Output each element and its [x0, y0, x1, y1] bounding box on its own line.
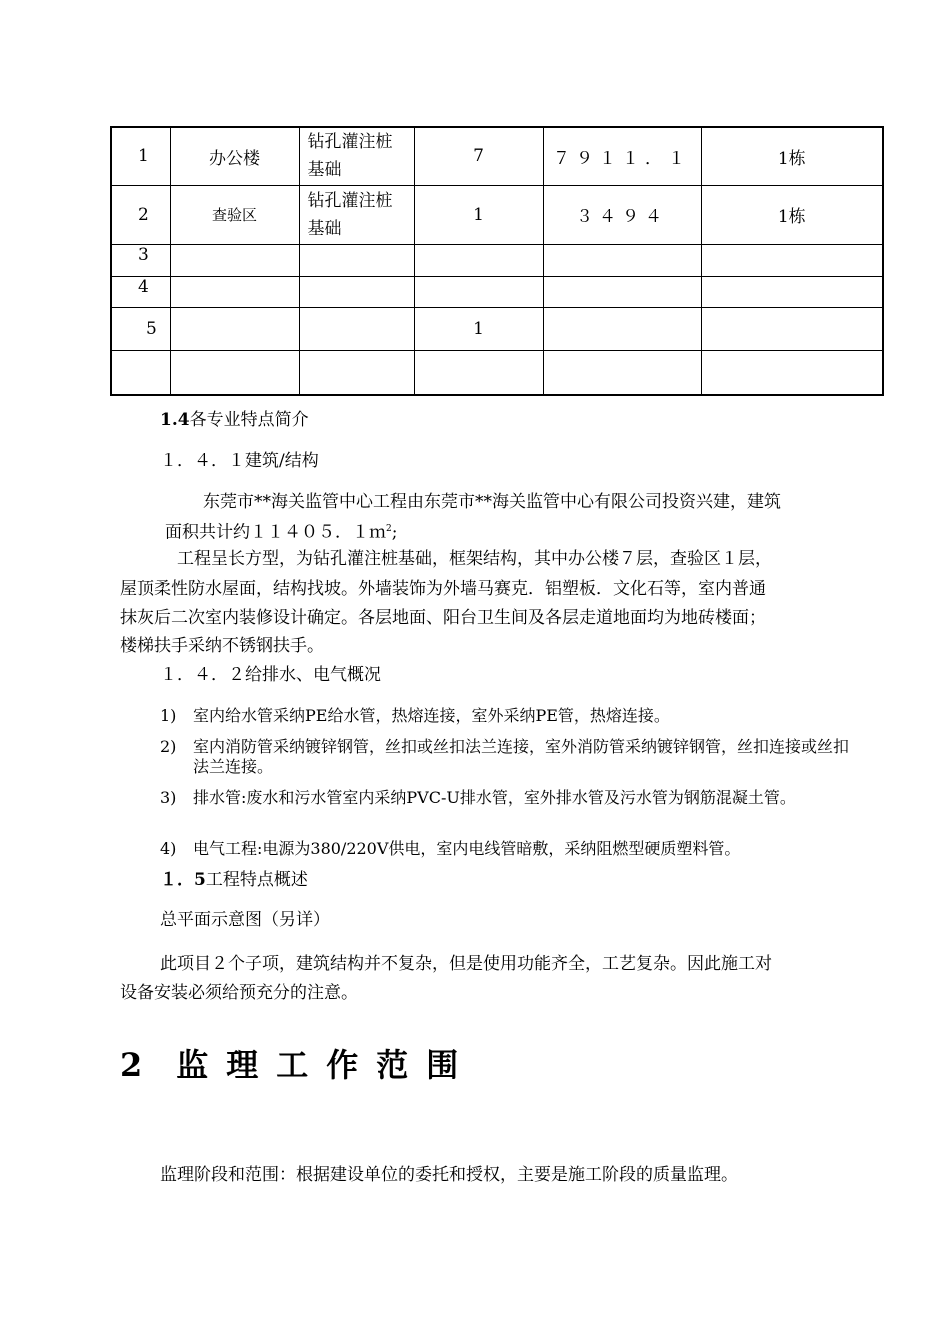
paragraph-line: 东莞市**海关监管中心工程由东莞市**海关监管中心有限公司投资兴建，建筑: [203, 492, 781, 512]
cell-no: 3: [111, 244, 170, 276]
cell-name: 办公楼: [170, 127, 299, 185]
subsection-heading-1-4-1: １．４．１建筑/结构: [160, 451, 319, 471]
cell-no: 2: [111, 185, 170, 244]
table-row: [111, 244, 883, 276]
section-heading-1-4: [160, 406, 309, 435]
paragraph-line: 楼梯扶手采纳不锈钢扶手。: [120, 636, 324, 656]
section-number: １．5: [160, 870, 206, 890]
table-row: [111, 276, 883, 307]
table-row: [111, 185, 883, 244]
list-text: 排水管:废水和污水管室内采纳PVC-U排水管，室外排水管及污水管为钢筋混凝土管。: [193, 788, 796, 807]
list-marker: 1): [160, 706, 177, 725]
table-row: [111, 127, 883, 185]
section-title: 各专业特点简介: [189, 410, 309, 430]
cell-floors: 1: [414, 307, 543, 350]
subsection-heading-1-4-2: １．４．２给排水、电气概况: [160, 665, 381, 685]
cell-count: 1栋: [701, 185, 883, 244]
table-row: [111, 307, 883, 350]
cell-area: [543, 350, 701, 395]
paragraph-line: 工程呈长方型，为钻孔灌注桩基础，框架结构，其中办公楼７层，查验区１层，: [177, 549, 772, 569]
cell-name: [170, 307, 299, 350]
section-number: 1.4: [160, 410, 190, 430]
list-text: 室内消防管采纳镀锌钢管，丝扣或丝扣法兰连接，室外消防管采纳镀锌钢管，丝扣连接或丝扣法兰连接。: [193, 737, 850, 776]
site-plan-note: 总平面示意图（另详）: [160, 910, 330, 930]
cell-no: 4: [111, 276, 170, 307]
cell-floors: 7: [414, 127, 543, 185]
cell-area: ７９１１．１: [543, 127, 701, 185]
paragraph-line: 面积共计约１１４０５．１ｍ$^2$;: [165, 522, 398, 543]
list-marker: 3): [160, 788, 177, 807]
paragraph-line: 抹灰后二次室内装修设计确定。各层地面、阳台卫生间及各层走道地面均为地砖楼面；: [120, 608, 766, 628]
cell-area: [543, 244, 701, 276]
paragraph-line: 屋顶柔性防水屋面，结构找坡。外墙装饰为外墙马赛克．铝塑板．文化石等，室内普通: [120, 579, 766, 599]
cell-floors: 1: [414, 185, 543, 244]
table-row: [111, 350, 883, 395]
cell-count: [701, 244, 883, 276]
section-heading-1-5: [160, 866, 308, 895]
list-marker: 2): [160, 737, 177, 756]
cell-count: [701, 307, 883, 350]
project-table: [110, 126, 884, 396]
list-marker: 4): [160, 839, 177, 858]
cell-floors: [414, 244, 543, 276]
cell-area: [543, 307, 701, 350]
cell-area: ３４９４: [543, 185, 701, 244]
cell-floors: [414, 350, 543, 395]
list-text: 室内给水管采纳PE给水管，热熔连接，室外采纳PE管，热熔连接。: [193, 706, 670, 725]
cell-no: 1: [111, 127, 170, 185]
chapter-title: 监理工作范围: [176, 1046, 477, 1084]
cell-area: [543, 276, 701, 307]
cell-no: 5: [111, 307, 170, 350]
cell-type: 钻孔灌注桩 基础: [299, 127, 414, 185]
cell-type: [299, 350, 414, 395]
cell-count: [701, 276, 883, 307]
paragraph-line: 设备安装必须给预充分的注意。: [120, 983, 358, 1003]
list-text: 电气工程:电源为380/220V供电，室内电线管暗敷，采纳阻燃型硬质塑料管。: [193, 839, 741, 858]
cell-name: 查验区: [170, 185, 299, 244]
cell-type: [299, 244, 414, 276]
section-title: 工程特点概述: [205, 870, 308, 890]
cell-type: 钻孔灌注桩 基础: [299, 185, 414, 244]
cell-name: [170, 350, 299, 395]
paragraph-line: 此项目２个子项，建筑结构并不复杂，但是使用功能齐全，工艺复杂。因此施工对: [160, 954, 772, 974]
cell-count: [701, 350, 883, 395]
cell-name: [170, 244, 299, 276]
chapter-body: 监理阶段和范围：根据建设单位的委托和授权，主要是施工阶段的质量监理。: [160, 1165, 738, 1185]
cell-type: [299, 276, 414, 307]
cell-count: 1栋: [701, 127, 883, 185]
cell-floors: [414, 276, 543, 307]
chapter-heading: [120, 1040, 476, 1086]
cell-no: [111, 350, 170, 395]
cell-name: [170, 276, 299, 307]
cell-type: [299, 307, 414, 350]
chapter-number: 2: [120, 1046, 143, 1084]
